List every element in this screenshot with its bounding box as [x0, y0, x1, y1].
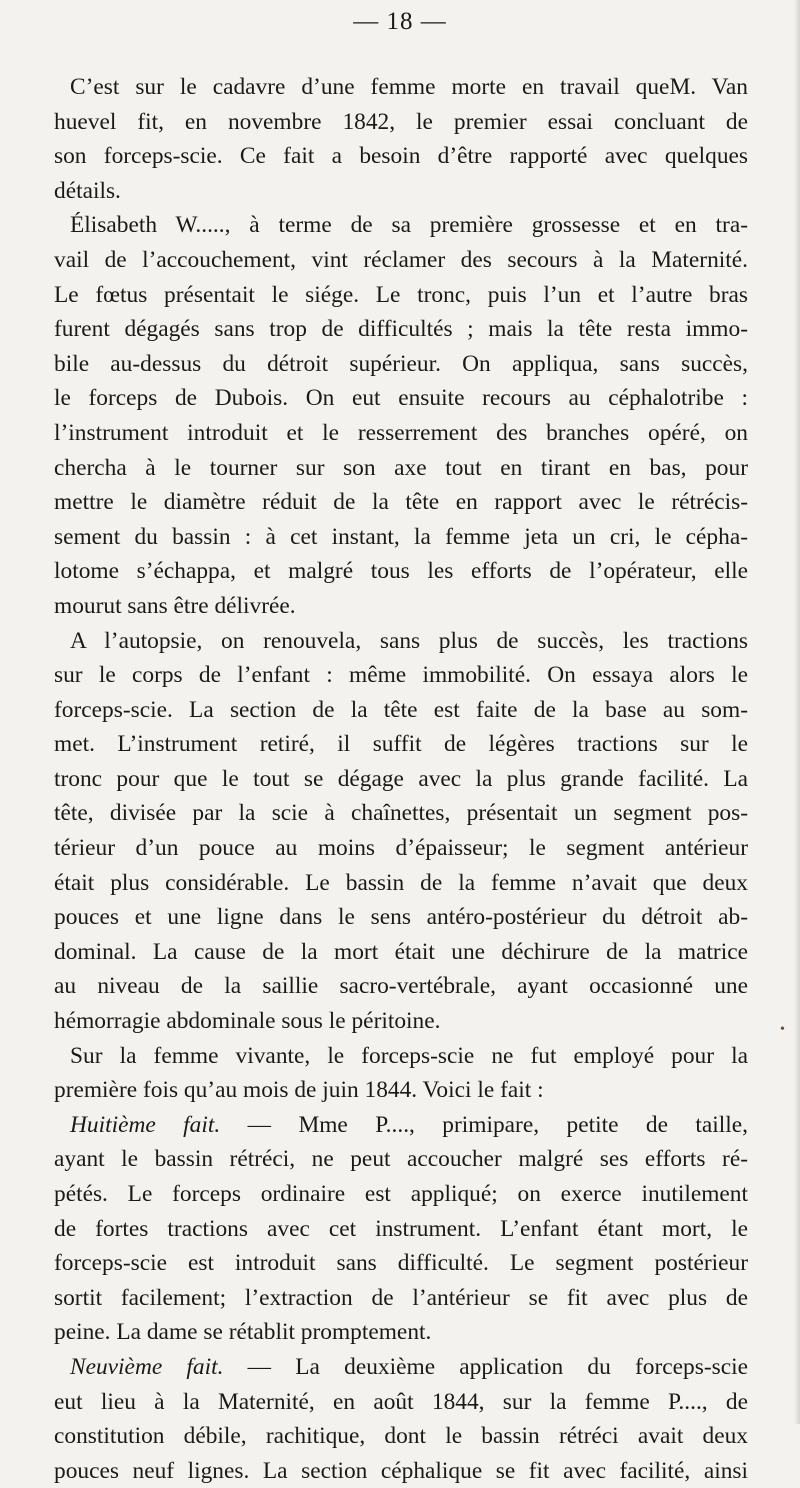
- text-line: pouces et une ligne dans le sens antéro-postérieur du détroit ab-: [54, 904, 748, 931]
- body-text: [54, 70, 748, 1488]
- text-line: chercha à le tourner sur son axe tout en tirant en bas, pour: [54, 454, 748, 481]
- text-line: vail de l’accouchement, vint réclamer des secours à la Maternité.: [54, 246, 748, 273]
- text-line: hémorragie abdominale sous le péritoine.: [54, 1008, 441, 1035]
- case-heading-line: [54, 1350, 748, 1385]
- text-line: térieur d’un pouce au moins d’épaisseur; le segment antérieur: [54, 835, 748, 862]
- text-line: met. L’instrument retiré, il suffit de légères tractions sur le: [54, 731, 748, 758]
- text-line: Le fœtus présentait le siége. Le tronc, puis l’un et l’autre bras: [54, 281, 748, 308]
- text-line: mourut sans être délivrée.: [54, 592, 296, 619]
- text-line: détails.: [54, 177, 121, 204]
- text-line: tête, divisée par la scie à chaînettes, présentait un segment pos-: [54, 800, 748, 827]
- text-line: peine. La dame se rétablit promptement.: [54, 1319, 432, 1346]
- page-number: — 18 —: [353, 8, 447, 35]
- text-line: A l’autopsie, on renouvela, sans plus de succès, les tractions: [70, 627, 748, 654]
- text-line: Sur la femme vivante, le forceps-scie ne fut employé pour la: [70, 1042, 748, 1069]
- text-line: l’instrument introduit et le resserrement des branches opéré, on: [54, 419, 748, 446]
- case-heading-line: [54, 1108, 748, 1143]
- text-line: au niveau de la saillie sacro-vertébrale, ayant occasionné une: [54, 973, 748, 1000]
- margin-mark: •: [780, 1022, 785, 1037]
- text-line: pouces neuf lignes. La section céphalique se fit avec facilité, ainsi: [54, 1457, 748, 1484]
- text-line: C’est sur le cadavre d’une femme morte en travail queM. Van: [70, 74, 748, 100]
- page-edge-shadow: [794, 0, 800, 1424]
- text-line: lotome s’échappa, et malgré tous les efforts de l’opérateur, elle: [54, 558, 748, 585]
- text-line: mettre le diamètre réduit de la tête en rapport avec le rétrécis-: [54, 489, 748, 516]
- text-line: sortit facilement; l’extraction de l’antérieur se fit avec plus de: [54, 1284, 748, 1311]
- text-line: sur le corps de l’enfant : même immobilité. On essaya alors le: [54, 662, 748, 689]
- case-title-eighth: Huitième fait.: [70, 1111, 221, 1138]
- text-line: forceps-scie est introduit sans difficulté. Le segment postérieur: [54, 1250, 748, 1277]
- text-line: furent dégagés sans trop de difficultés ; mais la tête resta immo-: [54, 316, 748, 343]
- text-line: première fois qu’au mois de juin 1844. Voici le fait :: [54, 1077, 544, 1104]
- text-line: bile au-dessus du détroit supérieur. On appliqua, sans succès,: [54, 350, 748, 377]
- case-heading-rest: — Mme P...., primipare, petite de taille,: [220, 1111, 748, 1138]
- text-line: dominal. La cause de la mort était une déchirure de la matrice: [54, 938, 748, 965]
- text-line: forceps-scie. La section de la tête est faite de la base au som-: [54, 696, 748, 723]
- text-line: était plus considérable. Le bassin de la femme n’avait que deux: [54, 869, 748, 896]
- case-title-ninth: Neuvième fait.: [70, 1353, 224, 1380]
- text-line: huevel fit, en novembre 1842, le premier essai concluant de: [54, 108, 748, 135]
- text-line: constitution débile, rachitique, dont le bassin rétréci avait deux: [54, 1423, 748, 1450]
- text-line: le forceps de Dubois. On eut ensuite recours au céphalotribe :: [54, 385, 748, 412]
- text-line: pétés. Le forceps ordinaire est appliqué; on exerce inutilement: [54, 1181, 748, 1207]
- text-line: sement du bassin : à cet instant, la femme jeta un cri, le cépha-: [54, 523, 748, 550]
- text-line: de fortes tractions avec cet instrument. L’enfant étant mort, le: [54, 1215, 748, 1242]
- case-heading-rest: — La deuxième application du forceps-scie: [223, 1353, 748, 1380]
- text-line: ayant le bassin rétréci, ne peut accoucher malgré ses efforts ré-: [54, 1146, 748, 1173]
- text-line: tronc pour que le tout se dégage avec la plus grande facilité. La: [54, 765, 748, 792]
- text-line: eut lieu à la Maternité, en août 1844, sur la femme P...., de: [54, 1388, 748, 1415]
- text-line: son forceps-scie. Ce fait a besoin d’être rapporté avec quelques: [54, 143, 748, 170]
- text-line: Élisabeth W....., à terme de sa première grossesse et en tra-: [70, 212, 748, 239]
